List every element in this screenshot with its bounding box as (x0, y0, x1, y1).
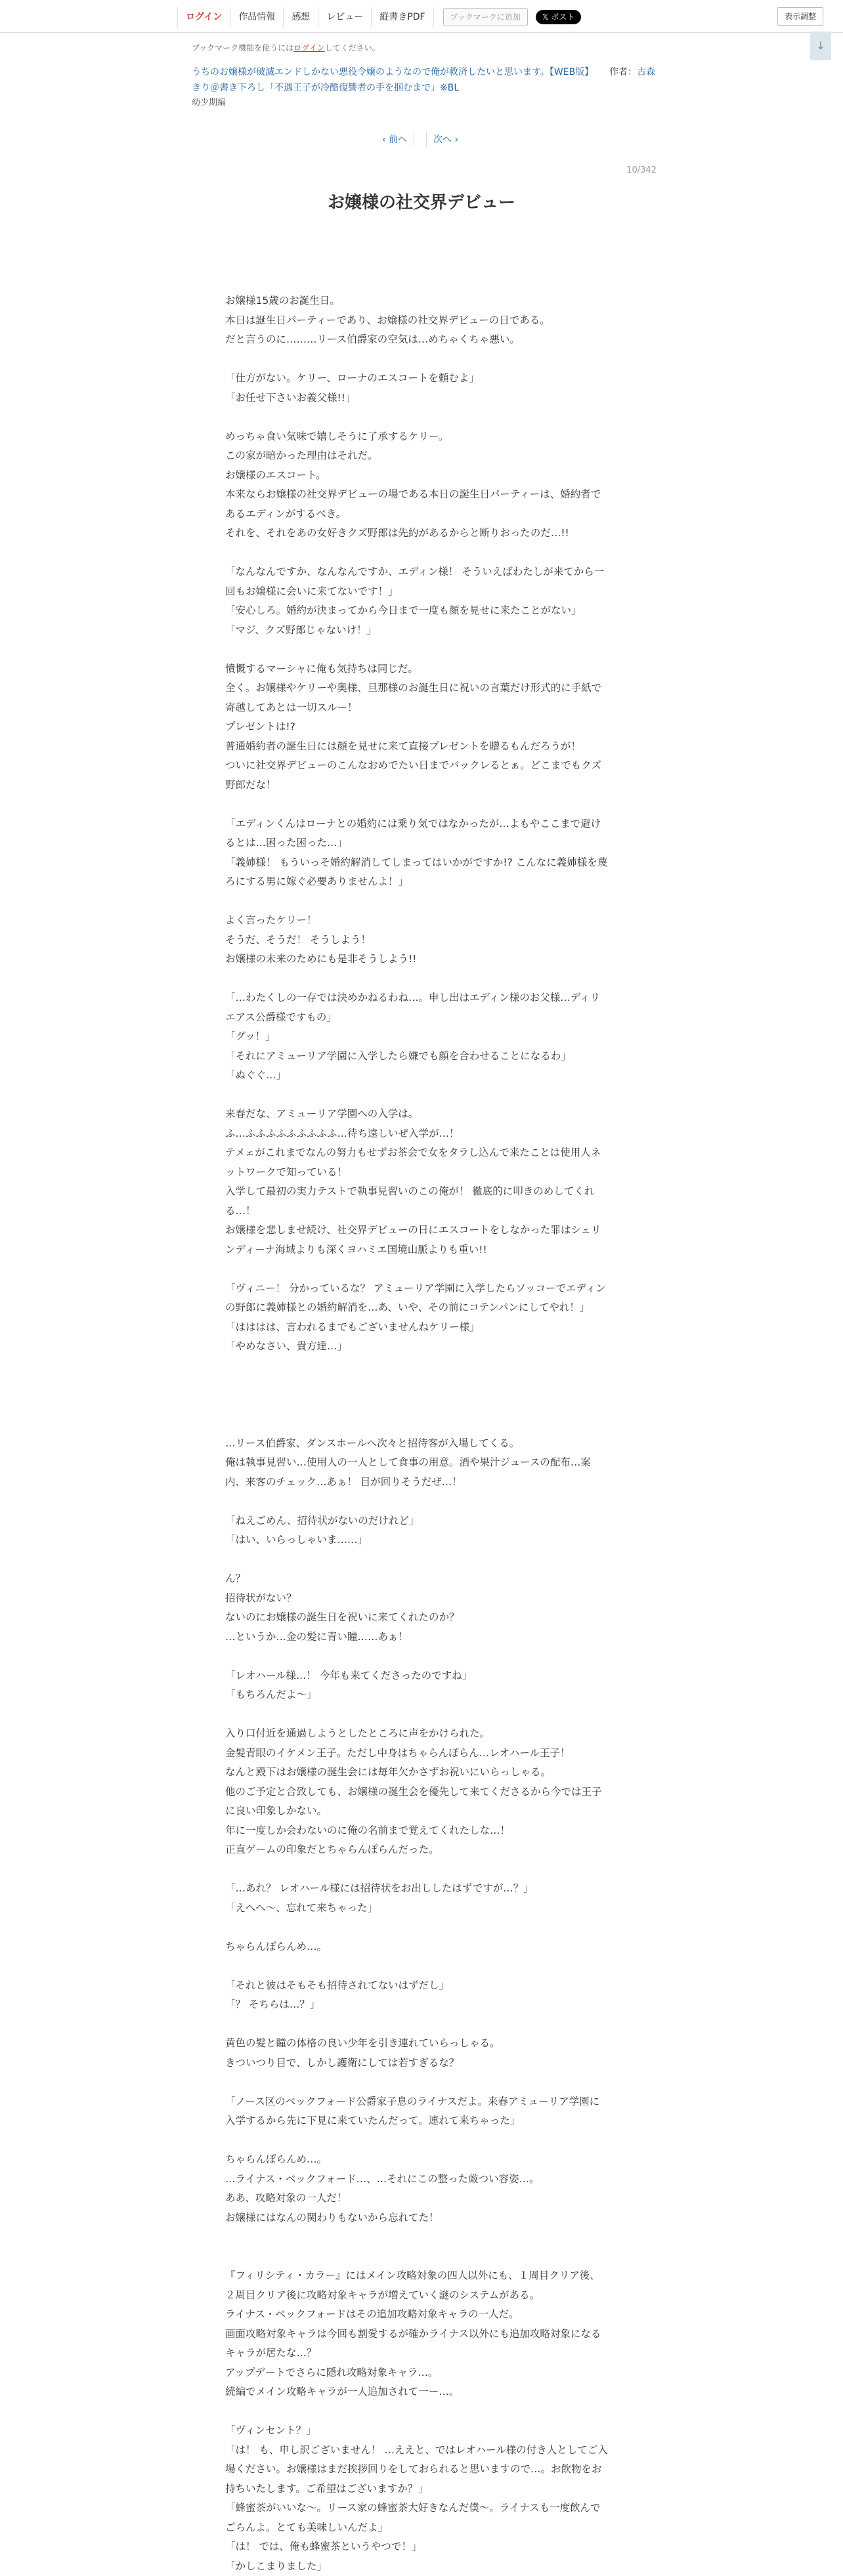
novel-body (225, 291, 619, 2576)
body-line: 「やめなさい、貴方達…」 (225, 1337, 619, 1357)
body-line (225, 1259, 619, 1279)
body-line: 「レオハール様…！ 今年も来てくださったのですね」 (225, 1666, 619, 1686)
body-line (225, 1414, 619, 1434)
body-line: ろにする男に嫁ぐ必要ありませんよ！」 (225, 872, 619, 892)
body-line: …というか…金の髪に青い瞳……あぁ！ (225, 1628, 619, 1647)
body-line: そうだ、そうだ！ そうしよう！ (225, 931, 619, 950)
bookmark-note-login-link[interactable]: ログイン (293, 43, 324, 53)
body-line: ットワークで知っている！ (225, 1163, 619, 1183)
body-line: 「はい、いらっしゃいま……」 (225, 1531, 619, 1550)
chapter-title: お嬢様の社交界デビュー (0, 189, 843, 213)
body-line: ２周目クリア後に攻略対象キャラが増えていく謎のシステムがある。 (225, 2286, 619, 2306)
body-line (225, 795, 619, 814)
body-line: 「は！ も、申し訳ございません！ …ええと、ではレオハール様の付き人としてご入 (225, 2441, 619, 2460)
body-line: 金髪青眼のイケメン王子。ただし中身はちゃらんぽらん…レオハール王子！ (225, 1744, 619, 1763)
body-line: ンディーナ海域よりも深くヨハミエ国境山脈よりも重い!! (225, 1240, 619, 1260)
body-line: 入学して最初の実力テストで執事見習いのこの俺が！ 徹底的に叩きのめしてくれ (225, 1182, 619, 1202)
body-line (225, 1860, 619, 1880)
body-line: めっちゃ食い気味で嬉しそうに了承するケリー。 (225, 427, 619, 447)
body-line: 「ノース区のベックフォード公爵家子息のライナスだよ。来春アミューリア学園に (225, 2092, 619, 2112)
body-line: 「安心しろ。婚約が決まってから今日まで一度も顔を見せに来たことがない」 (225, 601, 619, 621)
body-line: 「はははは、言われるまでもございませんねケリー様」 (225, 1318, 619, 1338)
login-link[interactable]: ログイン (177, 7, 230, 27)
arrow-down-icon: ↓ (816, 39, 825, 52)
body-line: ないのにお嬢様の誕生日を祝いに来てくれたのか？ (225, 1608, 619, 1628)
body-line (225, 2247, 619, 2267)
body-line (225, 2402, 619, 2422)
next-button[interactable]: 次へ › (426, 131, 465, 147)
body-line: よく言ったケリー！ (225, 911, 619, 931)
body-line: 「もちろんだよ〜」 (225, 1685, 619, 1705)
author-link[interactable]: 古森きり＠書き下ろし「不遇王子が冷酷復讐者の手を掴むまで」※BL (192, 67, 655, 93)
x-logo-icon: 𝕏 (542, 12, 551, 22)
body-line: 俺は執事見習い…使用人の一人として食事の用意。酒や果汁ジュースの配布…案 (225, 1453, 619, 1473)
body-line: 年に一度しか会わないのに俺の名前まで覚えてくれたしな…！ (225, 1821, 619, 1841)
body-line: 「義姉様！ もういっそ婚約解消してしまってはいかがですか!? こんなに義姉様を蔑 (225, 853, 619, 873)
body-line (225, 1918, 619, 1937)
body-line (225, 408, 619, 427)
top-bar (0, 0, 843, 33)
body-line (225, 543, 619, 563)
body-line: エアス公爵様ですもの」 (225, 1008, 619, 1028)
body-line: 「それにアミューリア学園に入学したら嫌でも顔を合わせることになるわ」 (225, 1047, 619, 1066)
body-line: 来春だな、アミューリア学園への入学は。 (225, 1105, 619, 1124)
series-info (192, 64, 664, 96)
body-line: お嬢様のエスコート。 (225, 466, 619, 486)
body-line (225, 969, 619, 989)
x-post-button[interactable] (536, 10, 582, 24)
body-line (225, 1647, 619, 1666)
body-line: 「マジ、クズ野郎じゃないけ！」 (225, 621, 619, 641)
body-line: テメェがこれまでなんの努力もせずお茶会で女をタラし込んで来たことは使用人ネ (225, 1143, 619, 1163)
body-line (225, 1086, 619, 1105)
body-line: ちゃらんぽらんめ…。 (225, 1937, 619, 1957)
body-line: るとは…困った困った…」 (225, 834, 619, 853)
bookmark-note-after: してください。 (325, 43, 380, 53)
body-line (225, 1376, 619, 1395)
body-line: それを、それをあの女好きクズ野郎は先約があるからと断りおったのだ…!! (225, 524, 619, 543)
body-line: 「ぬぐぐ…」 (225, 1066, 619, 1086)
bookmark-note (192, 42, 380, 53)
body-line: 「？ そちらは…？」 (225, 1995, 619, 2015)
body-line: 本日は誕生日パーティーであり、お嬢様の社交界デビューの日である。 (225, 311, 619, 331)
display-settings-button[interactable]: 表示調整 (777, 7, 823, 26)
body-line: 回もお嬢様に会いに来てないです！」 (225, 582, 619, 602)
body-line: 寄越してあとは一切スルー！ (225, 698, 619, 718)
body-line: この家が暗かった理由はそれだ。 (225, 446, 619, 466)
body-line: 「…わたくしの一存では決めかねるわね…。申し出はエディン様のお父様…ディリ (225, 988, 619, 1008)
pager (376, 131, 465, 147)
body-line: 全く。お嬢様やケリーや奥様、旦那様のお誕生日に祝いの言葉だけ形式的に手紙で (225, 679, 619, 698)
body-line: アップデートでさらに隠れ攻略対象キャラ…。 (225, 2363, 619, 2383)
body-line: 「グッ！」 (225, 1027, 619, 1047)
body-line: ライナス・ベックフォードはその追加攻略対象キャラの一人だ。 (225, 2305, 619, 2325)
body-line: お嬢様にはなんの関わりもないから忘れてた！ (225, 2208, 619, 2228)
body-line: 普通婚約者の誕生日には顔を見せに来て直接プレゼントを贈るもんだろうが！ (225, 737, 619, 757)
body-line: 入学するから先に下見に来ていたんだって。連れて来ちゃった」 (225, 2111, 619, 2131)
vertical-pdf-link[interactable]: 縦書きPDF (372, 7, 433, 27)
body-line: あるエディンがするべき。 (225, 505, 619, 524)
body-line: キャラが居たな…？ (225, 2344, 619, 2363)
x-post-label: ポスト (551, 12, 574, 22)
body-line: 画面攻略対象キャラは今回も割愛するが確かライナス以外にも追加攻略対象になる (225, 2325, 619, 2344)
body-line: きついつり目で、しかし護衛にしては若すぎるな？ (225, 2054, 619, 2073)
body-line: 内、来客のチェック…あぁ！ 目が回りそうだぜ…！ (225, 1473, 619, 1492)
body-line: ついに社交界デビューのこんなおめでたい日までバックレるとぁ。どこまでもクズ (225, 756, 619, 776)
body-line: 黄色の髪と瞳の体格の良い少年を引き連れていらっしゃる。 (225, 2034, 619, 2054)
body-line: お嬢様を悲しませ続け、社交界デビューの日にエスコートをしなかった罪はシェリ (225, 1221, 619, 1240)
review-link[interactable]: レビュー (318, 7, 372, 27)
body-line: ん？ (225, 1569, 619, 1589)
body-line: お嬢様の未来のためにも是非そうしよう!! (225, 950, 619, 969)
body-line (225, 350, 619, 370)
body-line: 「ヴィンセント？」 (225, 2421, 619, 2441)
body-line (225, 1705, 619, 1725)
scroll-down-button[interactable] (810, 32, 831, 60)
impressions-link[interactable]: 感想 (284, 7, 318, 27)
episode-group: 幼少期編 (192, 95, 226, 108)
top-nav (177, 7, 581, 27)
body-line (225, 640, 619, 660)
body-line: 『フィリシティ・カラー』にはメイン攻略対象の四人以外にも、１周目クリア後、 (225, 2266, 619, 2286)
body-line: 「お任せ下さいお義父様!!」 (225, 389, 619, 408)
bookmark-button[interactable]: ブックマークに追加 (443, 8, 528, 26)
body-line: 「蜂蜜茶がいいな〜。リース家の蜂蜜茶大好きなんだ僕〜。ライナスも一度飲んで (225, 2499, 619, 2518)
episode-counter: 10/342 (626, 165, 657, 175)
body-line (225, 2015, 619, 2035)
body-line: 「仕方がない。ケリー、ローナのエスコートを頼むよ」 (225, 369, 619, 389)
body-line: ちゃらんぽらんめ…。 (225, 2150, 619, 2170)
body-line: ごらんよ。とても美味しいんだよ」 (225, 2518, 619, 2538)
body-line (225, 1357, 619, 1376)
work-info-link[interactable]: 作品情報 (230, 7, 284, 27)
body-line: 持ちいたします。ご希望はございますか？」 (225, 2480, 619, 2499)
body-line (225, 1956, 619, 1976)
body-line: 本来ならお嬢様の社交界デビューの場である本日の誕生日パーティーは、婚約者で (225, 485, 619, 505)
body-line: なんと殿下はお嬢様の誕生会には毎年欠かさずお祝いにいらっしゃる。 (225, 1763, 619, 1783)
body-line: 「ヴィニー！ 分かっているな？ アミューリア学園に入学したらソッコーでエディン (225, 1279, 619, 1299)
body-line: ああ、攻略対象の一人だ！ (225, 2189, 619, 2208)
prev-button[interactable]: ‹ 前へ (376, 131, 414, 147)
bookmark-note-before: ブックマーク機能を使うには (192, 43, 293, 53)
body-line (225, 1550, 619, 1570)
body-line (225, 2228, 619, 2247)
body-line: 招待状がない？ (225, 1589, 619, 1609)
body-line (225, 1492, 619, 1511)
body-line (225, 2131, 619, 2151)
body-line: 「それと彼はそもそも招待されてないはずだし」 (225, 1976, 619, 1996)
body-line: に良い印象しかない。 (225, 1802, 619, 1821)
body-line: …リース伯爵家、ダンスホールへ次々と招待客が入場してくる。 (225, 1434, 619, 1454)
body-line: 憤慨するマーシャに俺も気持ちは同じだ。 (225, 660, 619, 679)
body-line (225, 1395, 619, 1415)
body-line: …ライナス・ベックフォード…、…それにこの整った厳つい容姿…。 (225, 2170, 619, 2189)
body-line: だと言うのに………リース伯爵家の空気は…めちゃくちゃ悪い。 (225, 330, 619, 350)
body-line: ふ…ふふふふふふふふふ…待ち遠しいぜ入学が…！ (225, 1124, 619, 1144)
body-line: 続編でメイン攻略キャラが一人追加されて一ー…。 (225, 2382, 619, 2402)
body-line: の野郎に義姉様との婚約解消を…あ、いや、その前にコテンパンにしてやれ！」 (225, 1298, 619, 1318)
author-label: 作者： (609, 67, 637, 77)
body-line: 「なんなんですか、なんなんですか、エディン様！ そういえばわたしが来てから一 (225, 562, 619, 582)
body-line: 野郎だな！ (225, 776, 619, 795)
body-line: 「ねえごめん、招待状がないのだけれど」 (225, 1511, 619, 1531)
body-line: 正直ゲームの印象だとちゃらんぽらんだった。 (225, 1840, 619, 1860)
body-line: 「えへへ〜、忘れて来ちゃった」 (225, 1899, 619, 1918)
body-line: 入り口付近を通過しようとしたところに声をかけられた。 (225, 1724, 619, 1744)
body-line: 他のご予定と合致しても、お嬢様の誕生会を優先して来てくださるから今では王子 (225, 1783, 619, 1802)
body-line (225, 892, 619, 912)
body-line: 「かしこまりました」 (225, 2557, 619, 2576)
series-title-link[interactable]: うちのお嬢様が破滅エンドしかない悪役令嬢のようなので俺が救済したいと思います。【WEB版】 (192, 67, 594, 77)
body-line: 「は！ では、俺も蜂蜜茶というやつで！」 (225, 2537, 619, 2557)
body-line: 「エディンくんはローナとの婚約には乗り気ではなかったが…よもやここまで避け (225, 814, 619, 834)
body-line: 「…あれ？ レオハール様には招待状をお出ししたはずですが…？」 (225, 1879, 619, 1899)
body-line: お嬢様15歳のお誕生日。 (225, 291, 619, 311)
body-line: 場ください。お嬢様はまだ挨拶回りをしておられると思いますので…。お飲物をお (225, 2460, 619, 2480)
body-line: る…！ (225, 1202, 619, 1221)
body-line (225, 2073, 619, 2092)
body-line: プレゼントは!? (225, 717, 619, 737)
